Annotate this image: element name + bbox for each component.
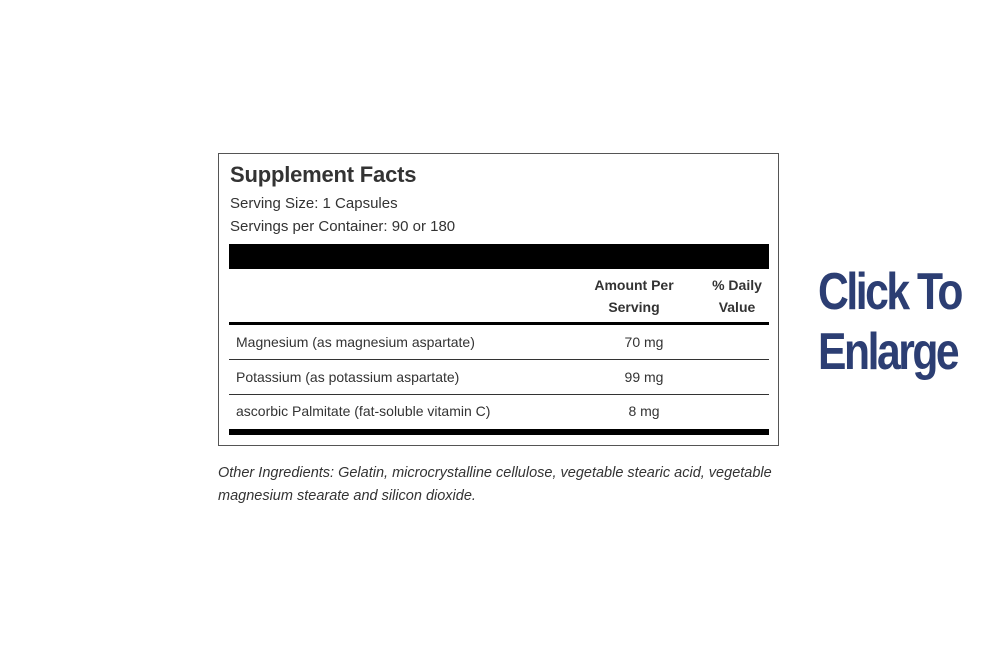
supplement-facts-panel (218, 153, 779, 446)
nutrient-amount: 8 mg (628, 403, 660, 419)
nutrient-amount: 70 mg (624, 334, 664, 350)
enlarge-line1: Click To (818, 263, 962, 321)
table-row (229, 394, 769, 429)
nutrient-name: ascorbic Palmitate (fat-soluble vitamin C) (236, 403, 491, 419)
other-ingredients: Other Ingredients: Gelatin, microcrystalline cellulose, vegetable stearic acid, vegetable magnesium stearate and silicon dioxide. (218, 465, 772, 504)
serving-size: Serving Size: 1 Capsules (230, 195, 398, 212)
enlarge-line2: Enlarge (818, 323, 958, 381)
nutrient-name: Potassium (as potassium aspartate) (236, 369, 460, 385)
column-header-amount (581, 274, 687, 318)
servings-per-container: Servings per Container: 90 or 180 (230, 218, 456, 235)
table-row (229, 325, 769, 360)
panel-title: Supplement Facts (230, 162, 417, 187)
nutrient-name: Magnesium (as magnesium aspartate) (236, 334, 475, 350)
nutrient-amount: 99 mg (624, 369, 664, 385)
column-header-dv-line2: Value (718, 299, 756, 315)
footer-divider-bar (229, 429, 769, 435)
column-header-amount-line1: Amount Per (594, 277, 674, 293)
column-header-amount-line2: Serving (608, 299, 660, 315)
table-row (229, 360, 769, 395)
header-divider-bar (229, 244, 769, 269)
column-header-daily-value (699, 274, 775, 318)
click-to-enlarge-link[interactable] (818, 262, 962, 382)
column-header-dv-line1: % Daily (712, 277, 762, 293)
